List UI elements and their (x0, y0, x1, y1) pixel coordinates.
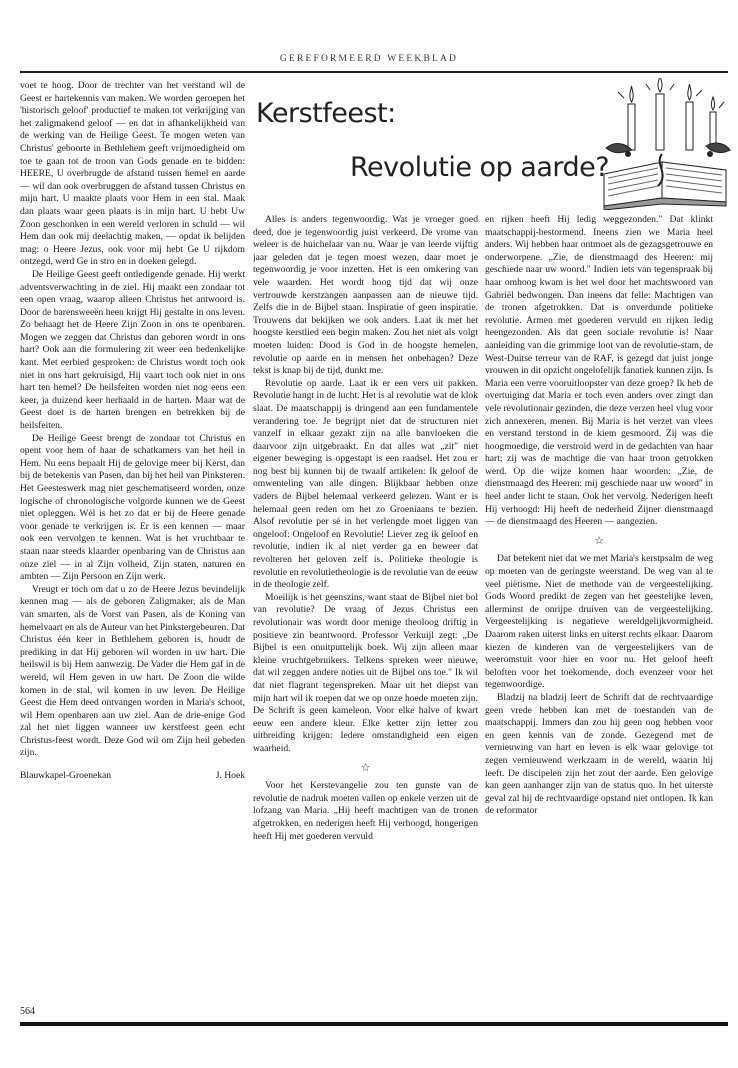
candle-icon (686, 84, 693, 150)
candles-bible-illustration (598, 78, 734, 210)
right-paragraph-3: Bladzij na bladzij leert de Schrift dat de rechtvaardige geen vrede hebben kan met de toestanden van de maatschappij. Immers dan zou hij geen oog hebben voor en geen kennis van de zonde. Gezegend met de vernieuwing van hart en leven is elk waar gelovige tot zegen vernieuwend werkzaam in de wereld, waarin hij leeft. De discipelen zijn het zout der aarde. Een gelovige kan geen aanhanger zijn van de status quo. In het uiterste geval zal hij de rechtvaardige opstand niet ontlopen. Ik kan de reformator (485, 691, 713, 817)
right-column (485, 214, 713, 1014)
mid-paragraph-1: Alles is anders tegenwoordig. Wat je vroeger goed deed, doe je tegenwoordig juist verkeerd. De vrome van weleer is de huichelaar van nu. Waar je van leerde vijftig jaar geleden dat je tegen moest wezen, daar moet je tegenwoordig je voor inzetten. Het is een omkering van vele waarden. Het wordt hoog tijd dat wij onze vertrouwde kerstzangen aanpassen aan de nieuwe tijd. Zelfs die in de Bijbel staan. Inspiratie of geen inspiratie. Trouwens dat bekijken we ook anders. Laat ik met het hoogste kerstlied een begin maken. Zou het niet als volgt moeten luiden: Dood is God in de hoogste hemelen, revolutie op aarde en in mensen het onbehagen? Deze tekst is knap bij de tijd, dunkt me. (253, 214, 478, 377)
section-star: ☆ (594, 534, 604, 547)
middle-column (253, 214, 478, 1014)
article-title-line2: Revolutie op aarde? (350, 152, 610, 183)
signature-author: J. Hoek (215, 770, 245, 782)
page-number: 564 (20, 1006, 35, 1017)
signature-place: Blauwkapel-Groenekan (20, 770, 112, 782)
right-paragraph-2: Dat betekent niet dat we met Maria's kerstpsalm de weg op moeten van de geringste weerstand. De weg van al te veel piëtisme. Niet de methode van de vergeestelijking. Gods Woord predikt de zegen van het geestelijke leven, allerminst de onrijpe druiven van de vergeestelijking. Vergeestelijking is negatieve wereldgelijkvormigheid. Daarom raken uiterst links en uiterst rechts elkaar. Daarom kiezen de kinderen van de vergeestelijkers van de weeromstuit voor hier en voor nu. Het geloof heeft beloften voor het toekomende, doch evenzeer voor het tegenwoordige. (485, 553, 713, 691)
article-title-line1: Kerstfeest: (256, 98, 396, 129)
candle-icon (710, 97, 716, 150)
signature (20, 770, 245, 783)
candle-icon (656, 78, 664, 150)
left-paragraph-3: De Heilige Geest brengt de zondaar tot Christus en opent voor hem of haar de schatkamers van het heil in Hem. Nu eens bepaalt Hij de gelovige meer bij Kerst, dan bij de betekenis van Pasen, dan bij het heil van Pinksteren. Het Geesteswerk mag niet geschematiseerd worden, onze logische of chronologische volgorde kunnen we de Geest niet opleggen. Wèl is het zo dat er bij de Heere genade voor genade te verkrijgen is. Er is een kennen — maar ook een vervolgen te kennen. Wat is het vruchtbaar te staan naar steeds klaarder openbaring van de Christus aan onze ziel — in al Zijn volheid, Zijn staten, naturen en ambten — Zijn Persoon en Zijn werk. (20, 432, 245, 583)
candle-icon (628, 86, 635, 150)
mid-paragraph-4: Voor het Kerstevangelie zou ten gunste van de revolutie de nadruk moeten vallen op enkele verzen uit de lofzang van Maria. „Hij heeft machtigen van de tronen afgetrokken, en nederigen heeft Hij verhoogd, hongerigen heeft Hij met goederen vervuld (253, 780, 478, 842)
masthead: GEREFORMEERD WEEKBLAD (279, 54, 459, 64)
right-paragraph-1: en rijken heeft Hij ledig weggezonden." Dat klinkt maatschappij-bestormend. Ineens zien we Maria heel anders. Wij hebben haar ontmoet als de gezagsgetrouwe en onderworpene. „Zie, de dienstmaagd des Heeren: mij geschiede naar uw woord." Indien iets van tegenspraak bij haar omhoog kwam is het wel door het machtswoord van Gabriël bedwongen. Dan ineens dat felle: Machtigen van de tronen afgetrokken. Dat is onverdunde politieke revolutie. Armen met goederen vervuld en rijken ledig heengezonden. Als dat geen sociale revolutie is! Naar aanleiding van die grimmige loot van de revolutie-stam, de West-Duitse terreur van de RAF, is gezegd dat juist jonge vrouwen in dit opzicht ongelofelijk fanatiek kunnen zijn. Is Maria een verre vooruitloopster van deze groep? Ik heb de overtuiging dat Maria er toch even anders over zingt dan vele revolutionair gezinden, die deze verzen heel vlug voor zich annexeren, menen. Bij Maria is het verzet van vlees en verstand terstond in de kiem gesmoord. Zij was die hoogmoedige, die verstroid werd in de gedachten van haar hart; zij was de machtige die van haar troon getrokken werd. Op die wijze komen haar woorden: „Zie, de dienstmaagd des Heeren: mij geschiede naar uw woord" in heel ander licht te staan. Ook het vervolg. Nederigen heeft Hij verhoogd: Hij heeft de nederheid Zijner dienstmaagd — de dienstmaagd des Heeren — aangezien. (485, 214, 713, 528)
left-paragraph-1: voet te hoog. Door de trechter van het verstand wil de Geest er hartekennis van maken. We worden geroepen het 'historisch geloof' productief te maken tot verkrijging van het zaligmakend geloof — en dat in afhankelijkheid van de werking van de Heilige Geest. Te mogen weten van Christus' geboorte in Bethlehem geeft vrijmoedigheid om toe te gaan tot de troon van Gods genade en te bidden: HEERE, U overbrugde de afstand tussen hemel en aarde — wil dan ook overbruggen de afstand tussen Christus en mijn hart. U maakte plaats voor Hem in een stal. Maak dan plaats waar geen plaats is in mijn hart. U hebt Uw Zoon geschonken in een wereld verloren in schuld — wil Hem dan ook mij deelachtig maken, — opdat ik belijden mag: o Heere Jezus, ook voor mij hebt Ge U rijkdom ontzegd, werd Ge in stro en in doeken gelegd. (20, 80, 245, 268)
left-paragraph-4: Vreugt er toch om dat u zo de Heere Jezus bevindelijk kennen mag — als de geboren Zaligmaker, als de Man van smarten, als de Vorst van Pasen, als de Koning van hemelvaart en als de Auteur van het Pinkstergebeuren. Dat Christus één keer in Bethlehem geboren is, houdt de prediking in dat Hij geboren wil worden in uw hart. Die heilswil is bij Hem aanwezig. De Vader die Hem gaf in de wereld, wil Hem geven in uw hart. De Zoon die wilde komen in de stal, wil komen in uw leven. De Heilige Geest die Hem deed ontvangen worden in Maria's schoot, wil Hem openbaren aan uw ziel. Aan de drie-enige God zal het niet liggen wanneer uw kerstfeest geen echt Christus-feest wordt. Deze God wil om Zijn heil gebeden zijn. (20, 583, 245, 759)
mid-paragraph-2: Revolutie op aarde. Laat ik er een vers uit pakken. Revolutie hangt in de lucht. Het is al revolutie wat de klok slaat. De maatschappij is dringend aan een fundamentele verandering toe. Je begrijpt niet dat de structuren niet vanzelf in elkaar gezakt zijn na alle banvloeken die daarvoor zijn uitgebraakt. En dat alles wat „zit" niet eigener beweging is opgestapt is een raadsel. Het zou er nog best bij kunnen bij de twaalf artikelen: Ik geloof de omwenteling van alle dingen. Blijkbaar hebben onze vaders de Bijbel helemaal verkeerd gelezen. Want er is helemaal geen reden om het zo Groeniaans te bezien. Alsof revolutie per sé in het verlengde moet liggen van ongeloof: Ongeloof en Revolutie! Liever zeg ik geloof en revolutie, indien ik al niet verder ga en beweer dat revolteren het geloven zelf is. Politieke theologie is revolutie en revolutietheologie is de revolutie van de eeuw in de theologie zelf. (253, 377, 478, 591)
top-rule (20, 71, 728, 73)
mid-paragraph-3: Moeilijk is het geenszins, want staat de Bijbel niet bol van revolutie? De vraag of Jezus Christus een revolutionair was wordt door menige theoloog driftig in positieve zin beantwoord. Professor Verkuijl zegt: „De Bijbel is een onuitputtelijk boek. Wij zijn alleen maar kleine vruchtgebruikers. Telkens spreken weer nieuwe, dat wil zeggen andere noties uit de Bijbel ons toe." Ik wil dat niet flagrant tegenspreken. Maar uit het diepst van mijn hart wil ik roepen dat we op onze hoede moeten zijn. De Schrift is geen kameleon. Voor elke halve of kwart eeuw een andere kleur. Elke ketter zijn letter zou uitbreiding krijgen: Iedere omstandigheid een eigen waarheid. (253, 591, 478, 754)
bottom-rule (20, 1022, 728, 1026)
left-paragraph-2: De Heilige Geest geeft ontledigende genade. Hij werkt adventsverwachting in de ziel. Hij maakt een zondaar tot een open vraag, waarop alleen Christus het antwoord is. Door de barensweeën heen krijgt Hij gestalte in ons leven. Zo behaagt het de Heere Zijn Zoon in ons te openbaren. Mogen we zeggen dat Christus dan geboren wordt in ons hart? Ook aan die formulering zit weer een bedenkelijke kant. Met eerbied gesproken: de Christus wordt toch ook niet in ons hart gekruisigd, Hij vaart toch ook niet in ons hart ten hemel? De heilsfeiten worden niet nog eens een keer, ja duizend keer herhaald in de harten. Maar wat de Geest doet is de harten brengen en betrekken bij de heilsfeiten. (20, 268, 245, 432)
left-column (20, 80, 245, 980)
section-star: ☆ (360, 761, 371, 774)
